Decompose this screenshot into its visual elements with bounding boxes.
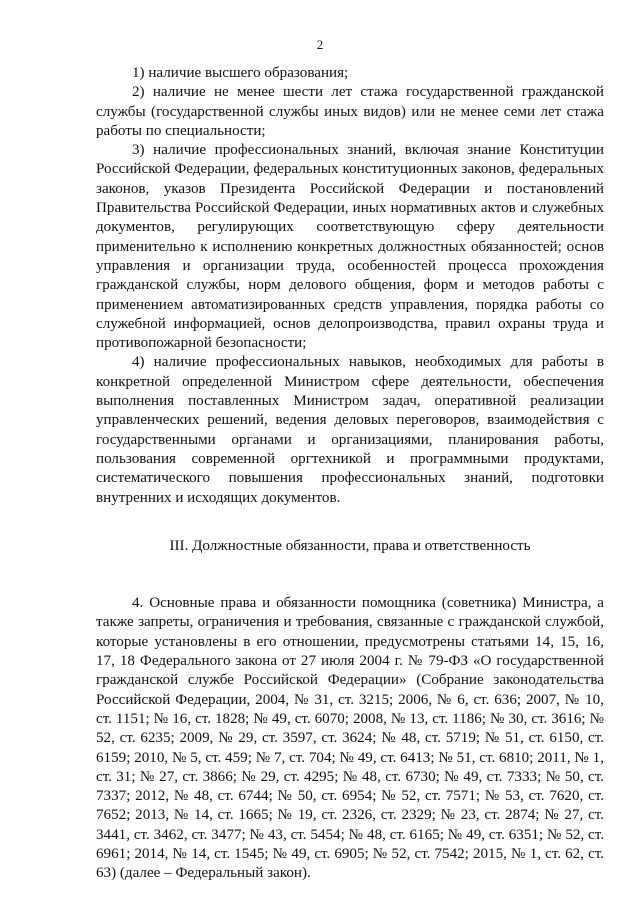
page-number: 2 (316, 37, 324, 52)
requirement-professional-skills: 4) наличие профессиональных навыков, необходимых для работы в конкретной определенной Министром сфере деятельности, обеспечения выполнения поставленных Министром задач, оперативной реализации управленческих решений, ведения деловых переговоров, взаимодействия с государственными органами и организациями, планирования работы, пользования современной оргтехникой и программными продуктами, систематического повышения профессиональных знаний, подготовки внутренних и исходящих документов. (96, 354, 604, 506)
section-heading: III. Должностные обязанности, права и ответственность (169, 537, 531, 554)
requirement-work-experience: 2) наличие не менее шести лет стажа государственной гражданской службы (государственной службы иных видов) или не менее семи лет стажа работы по специальности; (96, 84, 604, 139)
requirement-professional-knowledge: 3) наличие профессиональных знаний, включая знание Конституции Российской Федерации, федеральных конституционных законов, федеральных законов, указов Президента Российской Федерации и постановлений Правительства Российской Федерации, иных нормативных актов и служебных документов, регулирующих соответствующую сферу деятельности применительно к исполнению конкретных должностных обязанностей; основ управления и организации труда, особенностей процесса прохождения гражданской службы, норм делового общения, форм и методов работы с применением автоматизированных средств управления, порядка работы со служебной информацией, основ делопроизводства, правил охраны труда и противопожарной безопасности; (96, 142, 604, 352)
document-body (96, 64, 604, 884)
section-paragraph-rights-duties: 4. Основные права и обязанности помощника (советника) Министра, а также запреты, ограничения и требования, связанные с гражданской службой, которые установлены в его отношении, предусмотрены статьями 14, 15, 16, 17, 18 Федерального закона от 27 июля 2004 г. № 79-ФЗ «О государственной гражданской службе Российской Федерации» (Собрание законодательства Российской Федерации, 2004, № 31, ст. 3215; 2006, № 6, ст. 636; 2007, № 10, ст. 1151; № 16, ст. 1828; № 49, ст. 6070; 2008, № 13, ст. 1186; № 30, ст. 3616; № 52, ст. 6235; 2009, № 29, ст. 3597, ст. 3624; № 48, ст. 5719; № 51, ст. 6150, ст. 6159; 2010, № 5, ст. 459; № 7, ст. 704; № 49, ст. 6413; № 51, ст. 6810; 2011, № 1, ст. 31; № 27, ст. 3866; № 29, ст. 4295; № 48, ст. 6730; № 49, ст. 7333; № 50, ст. 7337; 2012, № 48, ст. 6744; № 50, ст. 6954; № 52, ст. 7571; № 53, ст. 7620, ст. 7652; 2013, № 14, ст. 1665; № 19, ст. 2326, ст. 2329; № 23, ст. 2874; № 27, ст. 3441, ст. 3462, ст. 3477; № 43, ст. 5454; № 48, ст. 6165; № 49, ст. 6351; № 52, ст. 6961; 2014, № 14, ст. 1545; № 49, ст. 6905; № 52, ст. 7542; 2015, № 1, ст. 62, ст. 63) (далее – Федеральный закон). (96, 595, 604, 882)
requirement-higher-education: 1) наличие высшего образования; (132, 65, 349, 81)
